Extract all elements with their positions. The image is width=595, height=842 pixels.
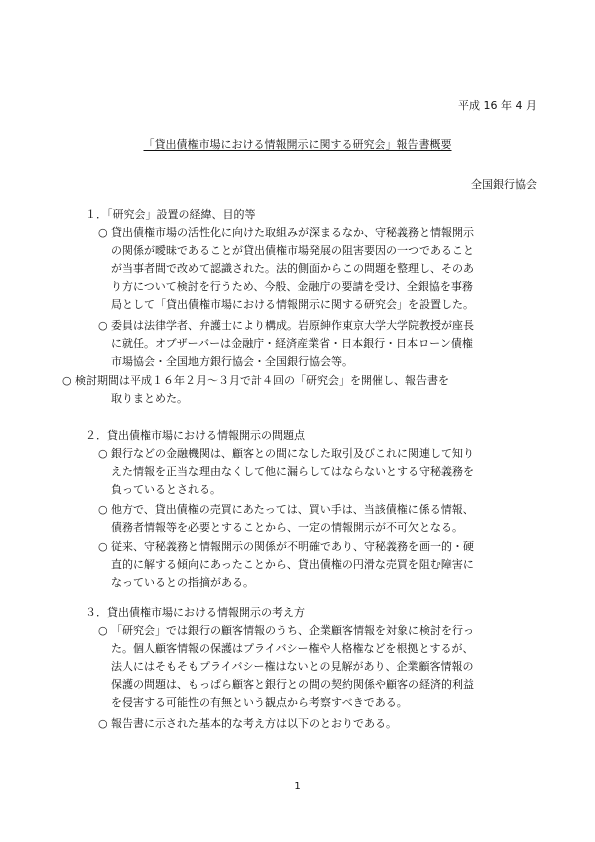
bullet-marker: ○ — [98, 319, 108, 332]
section-2-bullet-1 — [98, 445, 474, 499]
bullet-line: 従来、守秘義務と情報開示の関係が不明確であり、守秘義務を画一的・硬 — [111, 540, 474, 553]
bullet-line: 債務者情報等を必要とすることから、一定の情報開示が不可欠となる。 — [111, 521, 463, 534]
section-1-bullet-1 — [98, 224, 474, 314]
bullet-marker: ○ — [98, 717, 108, 730]
bullet-marker: ○ — [98, 624, 108, 637]
bullet-line: 「研究会」では銀行の顧客情報のうち、企業顧客情報を対象に検討を行っ — [111, 624, 474, 637]
issuing-organization: 全国銀行協会 — [471, 178, 537, 191]
section-1-bullet-2 — [98, 317, 474, 371]
bullet-line: の関係が曖昧であることが貸出債権市場発展の阻害要因の一つであること — [111, 244, 474, 257]
bullet-line: 貸出債権市場の活性化に向けた取組みが深まるなか、守秘義務と情報開示 — [111, 226, 474, 239]
section-3-bullet-1 — [98, 622, 474, 712]
bullet-line: 取りまとめた。 — [111, 392, 188, 405]
document-title — [0, 136, 595, 152]
bullet-line: 直的に解する傾向にあったことから、貸出債権の円滑な売買を阻む障害に — [111, 558, 474, 571]
bullet-line: を侵害する可能性の有無という観点から考察すべきである。 — [111, 696, 408, 709]
bullet-line: なっているとの指摘がある。 — [111, 576, 254, 589]
bullet-line: 保護の問題は、もっぱら顧客と銀行との間の契約関係や顧客の経済的利益 — [111, 678, 474, 691]
bullet-line: 委員は法律学者、弁護士により構成。岩原紳作東京大学大学院教授が座長 — [111, 319, 474, 332]
section-heading-3: ３．貸出債権市場における情報開示の考え方 — [85, 606, 305, 619]
page-number: 1 — [294, 781, 301, 792]
bullet-line: 市場協会・全国地方銀行協会・全国銀行協会等。 — [111, 355, 353, 368]
bullet-marker: ○ — [98, 226, 108, 239]
section-heading-2: ２．貸出債権市場における情報開示の問題点 — [85, 429, 305, 442]
document-date: 平成 16 年 4 月 — [458, 99, 537, 112]
bullet-marker: ○ — [62, 374, 72, 387]
bullet-line: 局として「貸出債権市場における情報開示に関する研究会」を設置した。 — [111, 298, 474, 311]
bullet-line: に就任。オブザーバーは金融庁・経済産業省・日本銀行・日本ローン債権 — [111, 337, 473, 350]
bullet-line: 銀行などの金融機関は、顧客との間になした取引及びこれに関連して知り — [111, 447, 474, 460]
bullet-marker: ○ — [98, 447, 108, 460]
bullet-line: 負っているとされる。 — [111, 483, 221, 496]
bullet-line: えた情報を正当な理由なくして他に漏らしてはならないとする守秘義務を — [111, 465, 474, 478]
bullet-line: 法人にはそもそもプライバシー権はないとの見解があり、企業顧客情報の — [111, 660, 474, 673]
bullet-marker: ○ — [98, 503, 108, 516]
section-heading-1: １．「研究会」設置の経緯、目的等 — [85, 208, 256, 221]
section-3-bullet-2 — [98, 715, 397, 733]
bullet-line: 報告書に示された基本的な考え方は以下のとおりである。 — [111, 717, 397, 730]
document-title-text: 「貸出債権市場における情報開示に関する研究会」報告書概要 — [143, 138, 452, 151]
section-1-bullet-3 — [62, 372, 449, 408]
bullet-line: た。個人顧客情報の保護はプライバシー権や人格権などを根拠とするが、 — [111, 642, 474, 655]
bullet-marker: ○ — [98, 540, 108, 553]
section-2-bullet-3 — [98, 538, 474, 592]
section-2-bullet-2 — [98, 501, 474, 537]
bullet-line: が当事者間で改めて認識された。法的側面からこの問題を整理し、そのあ — [111, 262, 474, 275]
bullet-line: り方について検討を行うため、今般、金融庁の要請を受け、全銀協を事務 — [111, 280, 473, 293]
bullet-line: 検討期間は平成１６年２月～３月で計４回の「研究会」を開催し、報告書を — [75, 374, 449, 387]
bullet-line: 他方で、貸出債権の売買にあたっては、買い手は、当該債権に係る情報、 — [111, 503, 474, 516]
